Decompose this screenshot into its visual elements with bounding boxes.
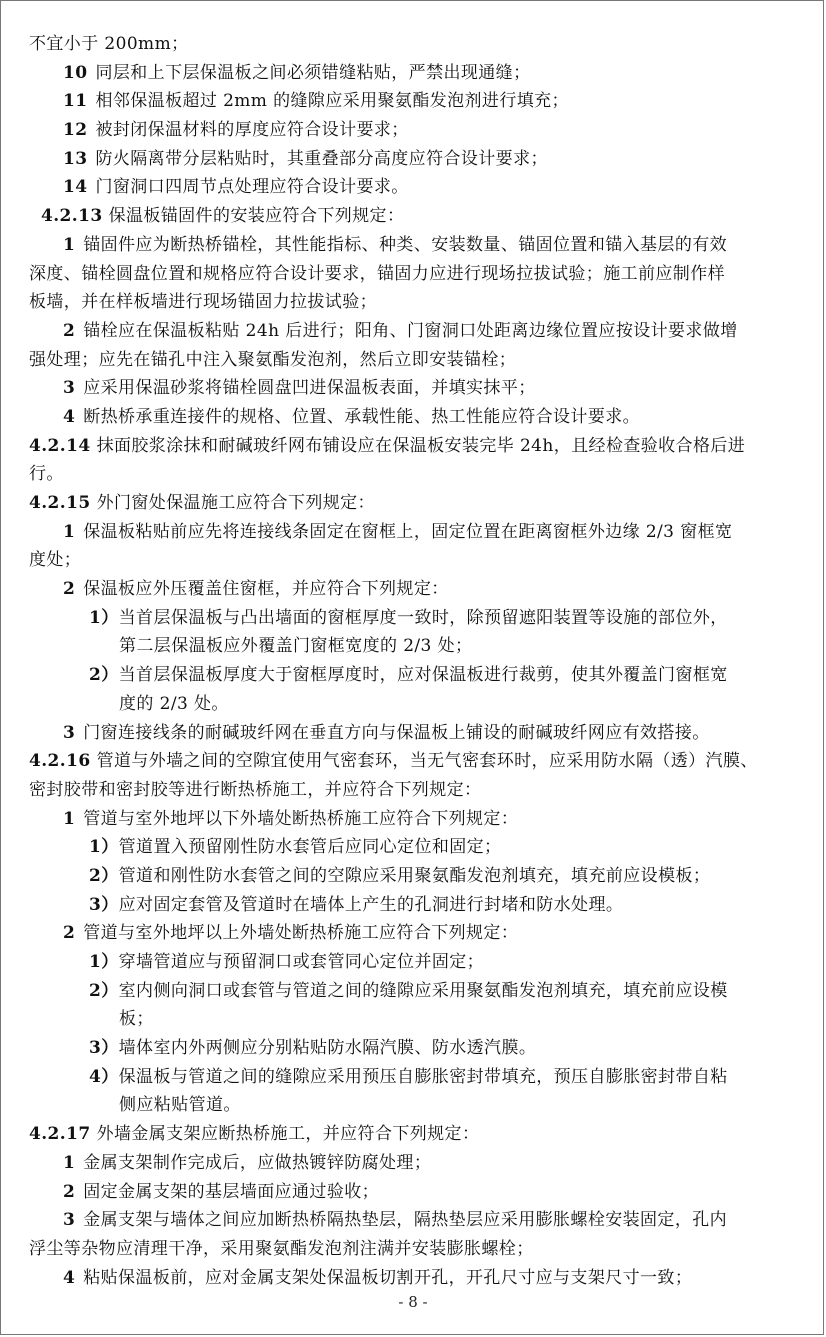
clause-line — [29, 919, 791, 948]
line-text: 当首层保温板与凸出墙面的窗框厚度一致时，除预留遮阳装置等设施的部位外， — [118, 607, 728, 628]
line-text: 浮尘等杂物应清理干净，采用聚氨酯发泡剂注满并安装膨胀螺栓； — [29, 1238, 534, 1259]
line-text: 金属支架制作完成后，应做热镀锌防腐处理； — [83, 1152, 432, 1173]
item-number: 1 — [63, 808, 76, 829]
line-text: 保温板应外压覆盖住窗框，并应符合下列规定： — [83, 579, 449, 600]
line-text: 墙体室内外两侧应分别粘贴防水隔汽膜、防水透汽膜。 — [118, 1038, 537, 1059]
text-line — [29, 1235, 791, 1264]
text-line — [29, 460, 791, 489]
item-number: 3 — [63, 722, 76, 743]
line-text: 度处； — [29, 550, 82, 571]
clause-line — [29, 116, 791, 145]
line-text: 密封胶带和密封胶等进行断热桥施工，并应符合下列规定： — [29, 779, 482, 800]
clause-line — [29, 1206, 791, 1235]
item-number: 3 — [63, 378, 76, 399]
line-text: 行。 — [29, 464, 64, 485]
line-text: 穿墙管道应与预留洞口或套管同心定位并固定； — [118, 952, 485, 972]
item-number: 1 — [63, 521, 76, 542]
line-text: 锚栓应在保温板粘贴 24h 后进行；阳角、门窗洞口处距离边缘位置应按设计要求做增 — [83, 320, 738, 341]
line-text: 当首层保温板厚度大于窗框厚度时，应对保温板进行裁剪，使其外覆盖门窗框宽 — [118, 665, 728, 686]
line-text: 同层和上下层保温板之间必须错缝粘贴，严禁出现通缝； — [95, 62, 531, 83]
line-text: 管道和刚性防水套管之间的空隙应采用聚氨酯发泡剂填充，填充前应设模板； — [118, 865, 711, 886]
item-number: 1） — [89, 607, 119, 628]
item-number: 2 — [63, 923, 76, 944]
text-line — [29, 346, 791, 375]
line-text: 粘贴保温板前，应对金属支架处保温板切割开孔，开孔尺寸应与支架尺寸一致； — [83, 1267, 693, 1288]
section-number: 4.2.13 — [41, 206, 103, 227]
item-number: 10 — [63, 62, 88, 83]
clause-line — [29, 145, 791, 174]
clause-line — [29, 1264, 791, 1293]
item-number: 13 — [63, 148, 88, 169]
clause-line — [29, 374, 791, 403]
text-line — [29, 632, 791, 661]
clause-line — [29, 977, 791, 1006]
text-line — [29, 30, 791, 59]
clause-line — [29, 202, 791, 231]
clause-line — [29, 747, 791, 776]
line-text: 管道与室外地坪以上外墙处断热桥施工应符合下列规定： — [83, 923, 519, 944]
text-line — [29, 546, 791, 575]
clause-line — [29, 1120, 791, 1149]
item-number: 4 — [63, 406, 76, 427]
item-number: 11 — [63, 91, 88, 112]
item-number: 14 — [63, 177, 88, 198]
line-text: 相邻保温板超过 2mm 的缝隙应采用聚氨酯发泡剂进行填充； — [95, 91, 569, 112]
item-number: 1） — [89, 952, 119, 972]
text-line — [29, 1091, 791, 1120]
line-text: 固定金属支架的基层墙面应通过验收； — [83, 1181, 380, 1202]
item-number: 2 — [63, 320, 76, 341]
clause-line — [29, 575, 791, 604]
clause-line — [29, 604, 791, 633]
line-text: 门窗洞口四周节点处理应符合设计要求。 — [95, 177, 409, 198]
clause-line — [29, 403, 791, 432]
text-line — [29, 260, 791, 289]
line-text: 断热桥承重连接件的规格、位置、承载性能、热工性能应符合设计要求。 — [83, 406, 641, 427]
item-number: 1 — [63, 234, 76, 255]
text-line — [29, 1005, 791, 1034]
line-text: 度的 2/3 处。 — [119, 693, 229, 714]
item-number: 3） — [89, 894, 119, 915]
clause-line — [29, 948, 791, 977]
line-text: 应对固定套管及管道时在墙体上产生的孔洞进行封堵和防水处理。 — [118, 894, 624, 915]
item-number: 1） — [89, 837, 119, 858]
clause-line — [29, 1178, 791, 1207]
clause-line — [29, 87, 791, 116]
item-number: 1 — [63, 1152, 76, 1173]
line-text: 保温板粘贴前应先将连接线条固定在窗框上，固定位置在距离窗框外边缘 2/3 窗框宽 — [83, 521, 733, 542]
item-number: 2） — [89, 865, 119, 886]
item-number: 2） — [89, 980, 119, 1001]
line-text: 锚固件应为断热桥锚栓，其性能指标、种类、安装数量、锚固位置和锚入基层的有效 — [83, 234, 728, 255]
document-body — [29, 30, 791, 1292]
clause-line — [29, 805, 791, 834]
clause-line — [29, 1063, 791, 1092]
line-text: 抹面胶浆涂抹和耐碱玻纤网布铺设应在保温板安装完毕 24h，且经检查验收合格后进 — [96, 435, 746, 456]
clause-line — [29, 518, 791, 547]
page-number: - 8 - — [398, 1293, 428, 1311]
line-text: 外门窗处保温施工应符合下列规定： — [96, 493, 375, 513]
line-text: 管道与室外地坪以下外墙处断热桥施工应符合下列规定： — [83, 808, 519, 829]
item-number: 2） — [89, 665, 119, 686]
section-number: 4.2.17 — [29, 1124, 91, 1145]
clause-line — [29, 833, 791, 862]
section-number: 4.2.15 — [29, 493, 91, 513]
line-text: 被封闭保温材料的厚度应符合设计要求； — [95, 120, 409, 141]
line-text: 外墙金属支架应断热桥施工，并应符合下列规定： — [96, 1124, 480, 1145]
line-text: 管道置入预留刚性防水套管后应同心定位和固定； — [118, 837, 502, 858]
item-number: 3 — [63, 1210, 76, 1231]
text-line — [29, 288, 791, 317]
item-number: 2 — [63, 1181, 76, 1202]
clause-line — [29, 489, 791, 518]
line-text: 不宜小于 200mm； — [29, 34, 189, 54]
text-line — [29, 776, 791, 805]
line-text: 第二层保温板应外覆盖门窗框宽度的 2/3 处； — [119, 636, 473, 657]
clause-line — [29, 1034, 791, 1063]
section-number: 4.2.14 — [29, 435, 91, 456]
line-text: 室内侧向洞口或套管与管道之间的缝隙应采用聚氨酯发泡剂填充，填充前应设模 — [118, 980, 728, 1001]
item-number: 3） — [89, 1038, 119, 1059]
clause-line — [29, 317, 791, 346]
clause-line — [29, 1149, 791, 1178]
clause-line — [29, 891, 791, 920]
line-text: 侧应粘贴管道。 — [119, 1095, 241, 1116]
line-text: 防火隔离带分层粘贴时，其重叠部分高度应符合设计要求； — [95, 148, 548, 169]
line-text: 深度、锚栓圆盘位置和规格应符合设计要求，锚固力应进行现场拉拔试验；施工前应制作样 — [29, 263, 725, 284]
clause-line — [29, 231, 791, 260]
clause-line — [29, 719, 791, 748]
item-number: 12 — [63, 120, 88, 141]
line-text: 板墙，并在样板墙进行现场锚固力拉拔试验； — [29, 292, 377, 313]
text-line — [29, 690, 791, 719]
section-number: 4.2.16 — [29, 751, 91, 772]
clause-line — [29, 661, 791, 690]
line-text: 管道与外墙之间的空隙宜使用气密套环，当无气密套环时，应采用防水隔（透）汽膜、 — [96, 751, 758, 772]
item-number: 4 — [63, 1267, 76, 1288]
line-text: 门窗连接线条的耐碱玻纤网在垂直方向与保温板上铺设的耐碱玻纤网应有效搭接。 — [83, 722, 710, 743]
line-text: 保温板与管道之间的缝隙应采用预压自膨胀密封带填充，预压自膨胀密封带自粘 — [118, 1066, 728, 1087]
line-text: 保温板锚固件的安装应符合下列规定： — [108, 206, 405, 227]
item-number: 4） — [89, 1066, 119, 1087]
line-text: 强处理；应先在锚孔中注入聚氨酯发泡剂，然后立即安装锚栓； — [29, 349, 517, 370]
line-text: 应采用保温砂浆将锚栓圆盘凹进保温板表面，并填实抹平； — [83, 378, 536, 399]
clause-line — [29, 59, 791, 88]
clause-line — [29, 432, 791, 461]
item-number: 2 — [63, 579, 76, 600]
clause-line — [29, 173, 791, 202]
clause-line — [29, 862, 791, 891]
line-text: 金属支架与墙体之间应加断热桥隔热垫层，隔热垫层应采用膨胀螺栓安装固定，孔内 — [83, 1210, 728, 1231]
line-text: 板； — [119, 1009, 154, 1030]
